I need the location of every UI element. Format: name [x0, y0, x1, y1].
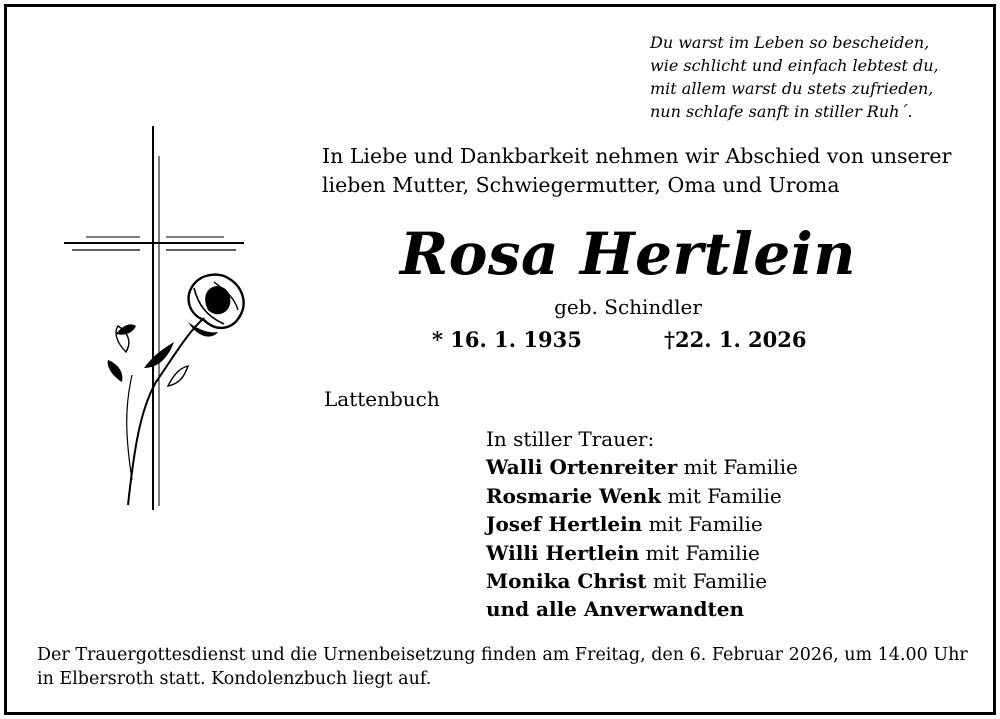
intro-text: [322, 142, 992, 200]
mourner-entry: [486, 539, 798, 567]
mourner-name: Rosmarie Wenk: [486, 483, 662, 508]
intro-line: lieben Mutter, Schwiegermutter, Oma und Uroma: [322, 173, 840, 197]
maiden-name: geb. Schindler: [554, 295, 702, 319]
mourner-suffix: mit Familie: [646, 569, 768, 594]
poem-line: wie schlicht und einfach lebtest du,: [650, 56, 939, 75]
poem-line: Du warst im Leben so bescheiden,: [650, 33, 930, 52]
birth-date: * 16. 1. 1935: [432, 327, 582, 352]
service-line: in Elbersroth statt. Kondolenzbuch liegt auf.: [37, 669, 432, 689]
death-date: †22. 1. 2026: [664, 327, 807, 352]
mourner-entry: [486, 482, 798, 510]
mourner-name: Willi Hertlein: [486, 540, 640, 565]
mourner-entry: [486, 453, 798, 481]
mourner-suffix: mit Familie: [639, 540, 760, 565]
mourner-name: Josef Hertlein: [486, 512, 643, 537]
poem-line: mit allem warst du stets zufrieden,: [650, 79, 934, 98]
mourner-suffix: mit Familie: [677, 455, 798, 480]
mourner-suffix: mit Familie: [642, 512, 763, 537]
mourner-name: Monika Christ: [486, 569, 647, 594]
service-info: [37, 643, 987, 691]
intro-line: In Liebe und Dankbarkeit nehmen wir Abschied von unserer: [322, 144, 952, 168]
mourner-entry: [486, 567, 798, 595]
mourner-entry: [486, 510, 798, 538]
mourners-closing: [486, 595, 798, 623]
poem-line: nun schlafe sanft in stiller Ruh´.: [650, 102, 913, 121]
mourners-list: [486, 425, 798, 624]
mourner-suffix: mit Familie: [661, 483, 782, 508]
mourners-heading: In stiller Trauer:: [486, 427, 655, 451]
deceased-name: Rosa Hertlein: [400, 220, 856, 288]
service-line: Der Trauergottesdienst und die Urnenbeisetzung finden am Freitag, den 6. Februar 2026, um 14.00 Uhr: [37, 645, 968, 665]
mourner-name: Walli Ortenreiter: [486, 455, 678, 480]
mourners-closing-text: und alle Anverwandten: [486, 597, 745, 622]
poem: [650, 31, 980, 123]
place-name: Lattenbuch: [324, 387, 440, 411]
